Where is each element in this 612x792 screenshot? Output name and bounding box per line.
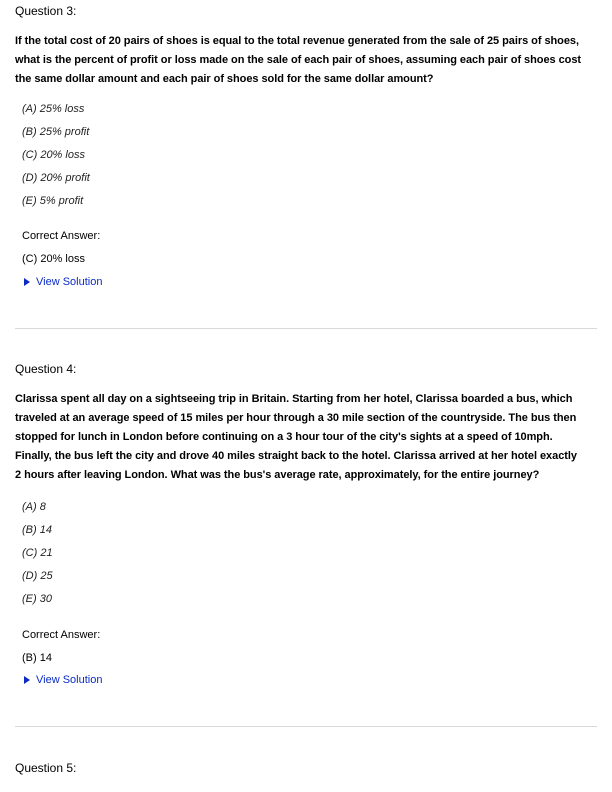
choice-c: (C) 20% loss: [22, 149, 85, 161]
question-3-text: [15, 32, 597, 89]
question-text-line: the same dollar amount and each pair of shoes sold for the same dollar amount?: [15, 73, 434, 85]
choice-e: (E) 30: [22, 593, 52, 605]
view-solution-label: View Solution: [36, 674, 103, 686]
question-4-title: Question 4:: [15, 362, 77, 376]
choice-a: (A) 25% loss: [22, 103, 85, 115]
question-4-choices: [22, 496, 53, 611]
question-5-title: Question 5:: [15, 761, 77, 775]
view-solution-toggle[interactable]: [22, 673, 102, 687]
section-divider: [15, 328, 597, 329]
choice-d: (D) 25: [22, 570, 53, 582]
question-text-line: 2 hours after leaving London. What was the bus's average rate, approximately, for the entire journey?: [15, 469, 540, 481]
question-text-line: Clarissa spent all day on a sightseeing trip in Britain. Starting from her hotel, Clarissa boarded a bus, which: [15, 393, 573, 405]
correct-answer-value: (C) 20% loss: [22, 253, 85, 265]
question-4-text: [15, 390, 597, 485]
triangle-right-icon: [24, 278, 30, 286]
choice-b: (B) 14: [22, 524, 52, 536]
choice-b: (B) 25% profit: [22, 126, 90, 138]
view-solution-label: View Solution: [36, 276, 103, 288]
question-text-line: If the total cost of 20 pairs of shoes is equal to the total revenue generated from the sale of 25 pairs of shoes,: [15, 35, 579, 47]
choice-e: (E) 5% profit: [22, 195, 84, 207]
question-text-line: what is the percent of profit or loss made on the sale of each pair of shoes, assuming each pair of shoes cost: [15, 54, 582, 66]
correct-answer-value: (B) 14: [22, 652, 52, 664]
section-divider: [15, 726, 597, 727]
question-text-line: stopped for lunch in London before continuing on a 3 hour tour of the city's sights at a speed of 10mph.: [15, 431, 553, 443]
correct-answer-label: Correct Answer:: [22, 629, 101, 641]
question-3-choices: [22, 98, 90, 213]
question-text-line: traveled at an average speed of 15 miles per hour through a 30 mile section of the countryside. The bus then: [15, 412, 577, 424]
triangle-right-icon: [24, 676, 30, 684]
choice-c: (C) 21: [22, 547, 53, 559]
choice-d: (D) 20% profit: [22, 172, 90, 184]
question-3-title: Question 3:: [15, 4, 77, 18]
choice-a: (A) 8: [22, 501, 46, 513]
correct-answer-label: Correct Answer:: [22, 230, 101, 242]
question-text-line: Finally, the bus left the city and drove 40 miles straight back to the hotel. Clarissa arrived at her hotel exactly: [15, 450, 577, 462]
view-solution-toggle[interactable]: [22, 275, 102, 289]
